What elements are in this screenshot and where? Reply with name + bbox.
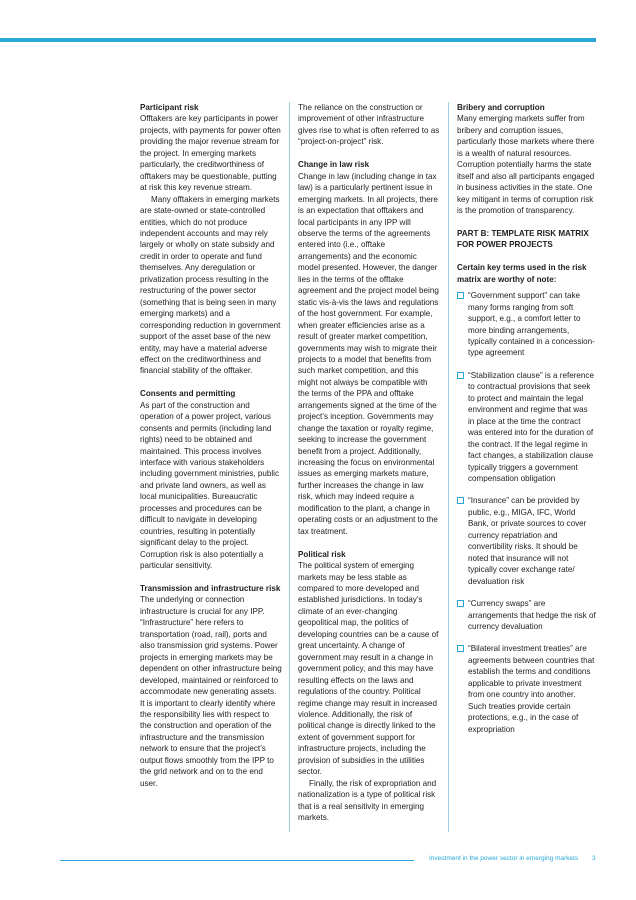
checkbox-bullet-icon xyxy=(457,292,464,299)
list-item xyxy=(457,598,596,632)
paragraph: Finally, the risk of expropriation and nationalization is a type of political risk that is a real sensitivity in emerging markets. xyxy=(298,778,437,823)
list-item-text: “Insurance” can be provided by public, e.g., MIGA, IFC, World Bank, or private sources to cover currency repatriation and convertibility risks. It should be noted that insurance will not typically cover exchange rate/ devaluation risk xyxy=(468,496,587,586)
checkbox-bullet-icon xyxy=(457,600,464,607)
list-item xyxy=(457,643,596,735)
section-heading: Bribery and corruption xyxy=(457,103,545,112)
checkbox-bullet-icon xyxy=(457,497,464,504)
list-item-text: “Stabilization clause” is a reference to contractual provisions that seek to protect and maintain the legal environment and regime that was in place at the time the contract was entered into for the duration of the contract. If the legal regime in fact changes, a stabilization clause typically triggers a government compensation obligation xyxy=(468,370,594,484)
terms-intro: Certain key terms used in the risk matrix are worthy of note: xyxy=(457,263,587,284)
section-heading: Political risk xyxy=(298,549,346,559)
checkbox-bullet-icon xyxy=(457,645,464,652)
paragraph: The underlying or connection infrastructure is crucial for any IPP. “Infrastructure” here refers to transportation (road, rail), ports and also transmission grid systems. Power projects in emerging markets may be dependent on other infrastructure being developed, maintained or reinforced to accommodate new generating assets. It is important to clearly identify where the responsibility lies with respect to the construction and operation of the infrastructure and the transmission network to ensure that the project’s output flows smoothly from the IPP to the grid network and on to the end user. xyxy=(140,595,282,788)
column-2 xyxy=(298,102,440,824)
paragraph: The political system of emerging markets may be less stable as compared to more developed and established jurisdictions. In today’s climate of an ever-changing geopolitical map, the politics of developing countries can be a cause of great uncertainty. A change of government may result in a change in government policy, and this may have resulting effects on the laws and regulations of the country. Political regime change may result in increased violence. Additionally, the risk of political change is directly linked to the extent of government support for infrastructure projects, including the provision of subsidies in the utilities sector. xyxy=(298,561,439,777)
paragraph: Many offtakers in emerging markets are state-owned or state-controlled entities, which do not produce independent accounts and may rely largely or wholly on state subsidy and credit in order to operate and fund themselves. Any deregulation or privatization process resulting in the restructuring of the power sector (something that is being seen in many emerging markets) and a corresponding reduction in government support of the asset base of the new entity, may have a material adverse effect on the creditworthiness and financial stability of the offtaker. xyxy=(140,194,281,376)
section-heading: Consents and permitting xyxy=(140,389,236,399)
key-terms-list xyxy=(457,290,596,735)
list-item xyxy=(457,495,596,587)
paragraph: Many emerging markets suffer from bribery and corruption issues, particularly those markets where there is a wealth of natural resources. Corruption potentially harms the state itself and also all participants engaged in business activities in the state. One key mitigant in terms of corruption risk is the promotion of transparency. xyxy=(457,114,595,216)
section-heading: Change in law risk xyxy=(298,160,370,170)
running-footer-title: Investment in the power sector in emerging markets xyxy=(429,855,579,862)
paragraph: Offtakers are key participants in power projects, with payments for power often providing the major revenue stream for the project. In emerging markets particularly, the creditworthiness of offtakers may be questionable, putting at risk this key revenue stream. xyxy=(140,114,281,193)
column-1 xyxy=(140,102,282,789)
top-accent-rule xyxy=(0,38,596,42)
checkbox-bullet-icon xyxy=(457,372,464,379)
column-divider xyxy=(289,102,290,832)
list-item xyxy=(457,290,596,359)
list-item-text: “Currency swaps” are arrangements that hedge the risk of currency devaluation xyxy=(468,599,596,631)
section-heading: Transmission and infrastructure risk xyxy=(140,584,281,593)
paragraph: As part of the construction and operation of a power project, various consents and permits (including land rights) need to be obtained and maintained. This process involves interface with various stakeholders including government ministries, public and private land owners, as well as local municipalities. Bureaucratic processes and procedures can be difficult to navigate in developing countries, resulting in potentially significant delay to the project. Corruption risk is also potentially a particular sensitivity. xyxy=(140,400,280,571)
list-item xyxy=(457,370,596,485)
column-divider xyxy=(448,102,449,832)
list-item-text: “Government support” can take many forms ranging from soft support, e.g., a comfort letter to more binding arrangements, typically contained in a concession-type agreement xyxy=(468,291,595,358)
paragraph: The reliance on the construction or improvement of other infrastructure gives rise to what is often referred to as “project-on-project” risk. xyxy=(298,103,440,147)
section-heading: Participant risk xyxy=(140,103,199,112)
footer-rule xyxy=(60,860,414,861)
column-3 xyxy=(457,102,596,746)
page-number: 3 xyxy=(592,855,596,862)
list-item-text: “Bilateral investment treaties” are agreements between countries that establish the terms and conditions applicable to private investment from one country into another. Such treaties provide certain protections, e.g., in the case of expropriation xyxy=(468,644,595,734)
paragraph: Change in law (including change in tax law) is a particularly pertinent issue in emerging markets. In all projects, there is an expectation that offtakers and local participants in any IPP will observe the terms of the agreements entered into (i.e., offtake arrangements) and the economic model presented. However, the danger lies in the terms of the offtake agreement and the project model being static vis-à-vis the laws and regulations of the host government. For example, when greater efficiencies arise as a result of greater market competition, governments may wish to migrate their projects to a model that benefits from such market competition, and this might not always be compatible with the terms of the PPA and offtake arrangements signed at the time of the project’s inception. Governments may change the taxation or royalty regime, seeking to increase the government benefit from a project. Additionally, increasing the focus on environmental issues as emerging markets mature, further increases the change in law risk, which may indeed require a modification to the plant, a change in operating costs or an adjustment to the tax treatment. xyxy=(298,171,439,536)
part-heading: PART B: TEMPLATE RISK MATRIX FOR POWER PROJECTS xyxy=(457,228,589,250)
